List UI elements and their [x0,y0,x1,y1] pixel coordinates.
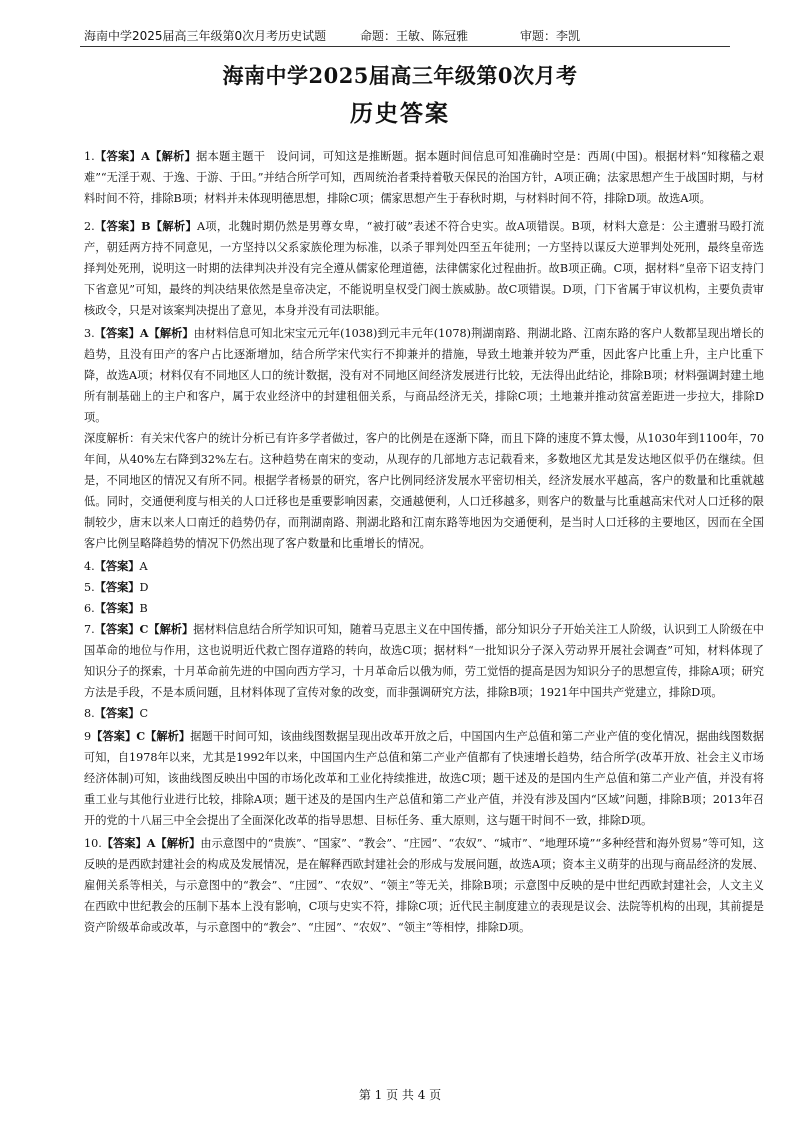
header-divider [80,46,730,47]
answer-item-6: 6.【答案】B [84,601,148,615]
authors: 命题：王敏、陈冠雅 [360,29,469,43]
deep-analysis: 深度解析：有关宋代客户的统计分析已有许多学者做过，客户的比例是在逐渐下降，而且下降的速度不算太慢，从1030年到1100年，70年间，从40%左右降到32%左右。这种趋势在南宋的变动，从现存的几部地方志记载看来，多数地区尤其是发达地区似乎仍在继续。但是，不同地区的情况又有所不同。根据学者杨景的研究，客户比例同经济发展水平密切相关，经济发展水平越高，客户的数量和比重就越低。同时，交通便利度与相关的人口迁移也是重要影响因素，交通越便利，人口迁移越多，则客户的数量与比重越高宋代对人口迁移的限制较少，唐末以来人口南迁的趋势仍存，而荆湖南路、荆湖北路和江南东路等地因为交通便利，是当时人口迁移的主要地区，因而在全国客户比例呈略降趋势的情况下仍然出现了客户数量和比重增长的情况。 [84,432,764,550]
page-header [0,0,800,48]
answer-item-2: 2.【答案】B【解析】A项，北魏时期仍然是男尊女卑，“被打破”表述不符合史实。故A项错误。B项，材料大意是：公主遭驸马殴打流产，朝廷两方持不同意见，一方坚持以父系家族伦理为标准，以杀子罪判处四至五年徒刑；一方坚持以谋反大逆罪判处死刑，最终皇帝选择判处死刑，说明这一时期的法律判决并没有完全遵从儒家伦理道德，法律儒家化过程曲折。故B项正确。C项，据材料“皇帝下诏支持门下省意见”可知，最终的判决结果依然是皇帝决定，不能说明皇权受门阀士族威胁。故C项错误。D项，门下省属于审议机构，主要负责审核政令，只是对该案判决提出了意见，本身并没有司法职能。 [84,219,764,317]
document-subtitle: 历史答案 [350,100,450,127]
answer-item-5: 5.【答案】D [84,580,149,594]
answer-text: 据材料信息结合所学知识可知，随着马克思主义在中国传播，部分知识分子开始关注工人阶级，认识到工人阶级在中国革命的地位与作用，这也说明近代救亡图存道路的转向，故选C项；据材料“一批知识分子深入劳动界开展社会调查”可知，材料体现了知识分子的探索，十月革命前先进的中国向西方学习，十月革命后以俄为师，劳工觉悟的提高是因为知识分子的思想宣传，排除A项；研究方法是手段，不是本质问题，且材料体现了宣传对象的改变，而非强调研究方法，排除B项；1921年中国共产党建立，排除D项。 [84,623,764,699]
exam-name: 海南中学2025届高三年级第0次月考历史试题 [84,29,327,43]
answer-list [84,146,764,938]
document-title: 海南中学2025届高三年级第0次月考 [222,63,578,88]
answer-text: A项，北魏时期仍然是男尊女卑，“被打破”表述不符合史实。故A项错误。B项，材料大意是：公主遭驸马殴打流产，朝廷两方持不同意见，一方坚持以父系家族伦理为标准，以杀子罪判处四至五年徒刑；一方坚持以谋反大逆罪判处死刑，最终皇帝选择判处死刑，说明这一时期的法律判决并没有完全遵从儒家伦理道德，法律儒家化过程曲折。故B项正确。C项，据材料“皇帝下诏支持门下省意见”可知，最终的判决结果依然是皇帝决定，不能说明皇权受门阀士族威胁。故C项错误。D项，门下省属于审议机构，主要负责审核政令，只是对该案判决提出了意见，本身并没有司法职能。 [84,220,764,317]
answer-item-1: 1.【答案】A【解析】据本题主题干 设问词，可知这是推断题。据本题时间信息可知准确时空是：西周(中国)。根据材料“知稼穑之艰难”“无淫于观、于逸、于游、于田。”并结合所学可知，西周统治者秉持着敬天保民的治国方针，A项正确；法家思想产生于战国时期，与材料时间不符，排除B项；材料并未体现明德思想，排除C项；儒家思想产生于春秋时期，与材料时间不符，排除D项。故选A项。 [84,149,765,205]
answer-item-7: 7.【答案】C【解析】据材料信息结合所学知识可知，随着马克思主义在中国传播，部分知识分子开始关注工人阶级，认识到工人阶级在中国革命的地位与作用，这也说明近代救亡图存道路的转向，故选C项；据材料“一批知识分子深入劳动界开展社会调查”可知，材料体现了知识分子的探索，十月革命前先进的中国向西方学习，十月革命后以俄为师，劳工觉悟的提高是因为知识分子的思想宣传，排除A项；研究方法是手段，不是本质问题，且材料体现了宣传对象的改变，而非强调研究方法，排除B项；1921年中国共产党建立，排除D项。 [84,622,764,699]
answer-item-10: 10.【答案】A【解析】由示意图中的“贵族”、“国家”、“教会”、“庄园”、“农奴”、“城市”、“地理环境”“多种经营和海外贸易”等可知，这反映的是西欧封建社会的构成及发展情况，是在解释西欧封建社会的形成与发展问题，故选A项；资本主义萌芽的出现与商品经济的发展、雇佣关系等相关，与示意图中的“教会”、“庄园”、“农奴”、“领主”等无关，排除B项；示意图中反映的是中世纪西欧封建社会，人文主义在西欧中世纪教会的压制下基本上没有影响，C项与史实不符，排除C项；近代民主制度建立的表现是议会、法院等机构的出现，其前提是资产阶级革命或改革，与示意图中的“教会”、“庄园”、“农奴”、“领主”等相悖，排除D项。 [84,836,765,934]
answer-text: 由材料信息可知北宋宝元元年(1038)到元丰元年(1078)荆湖南路、荆湖北路、江南东路的客户人数都呈现出增长的趋势，且没有田产的客户占比逐渐增加，结合所学宋代实行不抑兼并的措施，导致土地兼并较为严重，因此客户比重上升，主户比重下降，故选A项；材料仅有不同地区人口的统计数据，没有对不同地区间经济发展进行比较，无法得出此结论，排除B项；材料强调封建土地所有制基础上的主户和客户，属于农业经济中的封建租佃关系，与商品经济无关，排除C项；土地兼并推动贫富差距进一步拉大，排除D项。 [84,327,764,424]
answer-text: 据本题主题干 设问词，可知这是推断题。据本题时间信息可知准确时空是：西周(中国)。根据材料“知稼穑之艰难”“无淫于观、于逸、于游、于田。”并结合所学可知，西周统治者秉持着敬天保民的治国方针，A项正确；法家思想产生于战国时期，与材料时间不符，排除B项；材料并未体现明德思想，排除C项；儒家思想产生于春秋时期，与材料时间不符，排除D项。故选A项。 [84,150,765,205]
answer-text: 由示意图中的“贵族”、“国家”、“教会”、“庄园”、“农奴”、“城市”、“地理环境”“多种经营和海外贸易”等可知，这反映的是西欧封建社会的构成及发展情况，是在解释西欧封建社会的形成与发展问题，故选A项；资本主义萌芽的出现与商品经济的发展、雇佣关系等相关，与示意图中的“教会”、“庄园”、“农奴”、“领主”等无关，排除B项；示意图中反映的是中世纪西欧封建社会，人文主义在西欧中世纪教会的压制下基本上没有影响，C项与史实不符，排除C项；近代民主制度建立的表现是议会、法院等机构的出现，其前提是资产阶级革命或改革，与示意图中的“教会”、“庄园”、“农奴”、“领主”等相悖，排除D项。 [84,837,765,934]
reviewer: 审题：李凯 [520,29,581,43]
answer-item-9: 9【答案】C【解析】据题干时间可知，该曲线图数据呈现出改革开放之后，中国国内生产总值和第二产业产值的变化情况，据曲线图数据可知，自1978年以来，尤其是1992年以来，中国国内生产总值和第二产业产值都有了快速增长趋势，结合所学(改革开放、社会主义市场经济体制)可知，该曲线图反映出中国的市场化改革和工业化持续推进，故选C项；题干述及的是国内生产总值和第二产业产值，并没有将重工业与其他行业进行比较，排除A项；题干述及的是国内生产总值和第二产业产值，并没有涉及国内“区域”问题，排除B项；2013年召开的党的十八届三中全会提出了全面深化改革的指导思想、目标任务、重大原则，这与题干时间不一致，排除D项。 [84,729,764,827]
answer-item-3: 3.【答案】A【解析】由材料信息可知北宋宝元元年(1038)到元丰元年(1078)荆湖南路、荆湖北路、江南东路的客户人数都呈现出增长的趋势，且没有田产的客户占比逐渐增加，结合所学宋代实行不抑兼并的措施，导致土地兼并较为严重，因此客户比重上升，主户比重下降，故选A项；材料仅有不同地区人口的统计数据，没有对不同地区间经济发展进行比较，无法得出此结论，排除B项；材料强调封建土地所有制基础上的主户和客户，属于农业经济中的封建租佃关系，与商品经济无关，排除C项；土地兼并推动贫富差距进一步拉大，排除D项。 [84,326,764,424]
answer-text: 有关宋代客户的统计分析已有许多学者做过，客户的比例是在逐渐下降，而且下降的速度不算太慢，从1030年到1100年，70年间，从40%左右降到32%左右。这种趋势在南宋的变动，从现存的几部地方志记载看来，多数地区尤其是发达地区似乎仍在继续。但是，不同地区的情况又有所不同。根据学者杨景的研究，客户比例同经济发展水平密切相关，经济发展水平越高，客户的数量和比重就越低。同时，交通便利度与相关的人口迁移也是重要影响因素，交通越便利，人口迁移越多，则客户的数量与比重越高宋代对人口迁移的限制较少，唐末以来人口南迁的趋势仍存，而荆湖南路、荆湖北路和江南东路等地因为交通便利，是当时人口迁移的主要地区，因而在全国客户比例呈略降趋势的情况下仍然出现了客户数量和比重增长的情况。 [84,432,764,550]
page-number: 第 1 页 共 4 页 [358,1088,442,1102]
answer-item-4: 4.【答案】A [84,559,148,573]
answer-item-8: 8.【答案】C [84,706,149,720]
answer-text: 据题干时间可知，该曲线图数据呈现出改革开放之后，中国国内生产总值和第二产业产值的变化情况，据曲线图数据可知，自1978年以来，尤其是1992年以来，中国国内生产总值和第二产业产值都有了快速增长趋势，结合所学(改革开放、社会主义市场经济体制)可知，该曲线图反映出中国的市场化改革和工业化持续推进，故选C项；题干述及的是国内生产总值和第二产业产值，并没有将重工业与其他行业进行比较，排除A项；题干述及的是国内生产总值和第二产业产值，并没有涉及国内“区域”问题，排除B项；2013年召开的党的十八届三中全会提出了全面深化改革的指导思想、目标任务、重大原则，这与题干时间不一致，排除D项。 [84,730,764,827]
